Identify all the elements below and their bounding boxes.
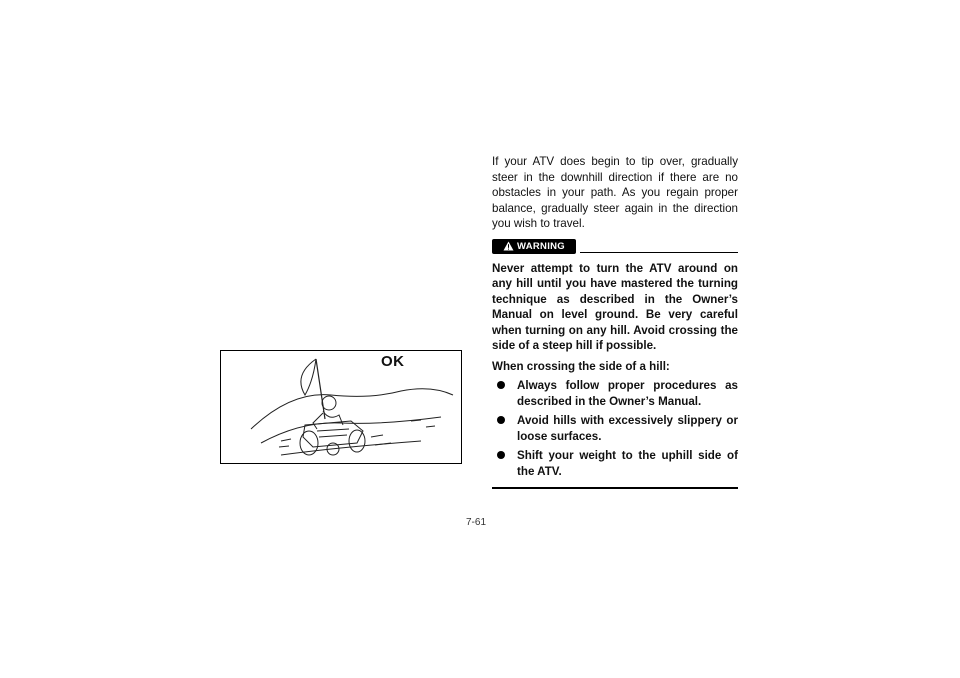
list-item (492, 378, 738, 409)
list-item-text: Shift your weight to the uphill side of the ATV. (517, 449, 738, 478)
list-item (492, 448, 738, 479)
list-item-text: Avoid hills with excessively slippery or loose surfaces. (517, 414, 738, 443)
warning-header (492, 239, 738, 255)
bullet-icon (497, 416, 505, 424)
warning-rule (580, 252, 738, 254)
list-item-text: Always follow proper procedures as described in the Owner’s Manual. (517, 379, 738, 408)
atv-illustration (220, 350, 462, 464)
warning-badge (492, 239, 576, 254)
warning-end-rule (492, 487, 738, 489)
warning-text: Never attempt to turn the ATV around on any hill until you have mastered the turning technique as described in the Owner’s Manual on level ground. Be very careful when turning on any hill. Avoid crossing the side of a steep hill if possible. (492, 261, 738, 352)
list-item (492, 413, 738, 444)
bullet-icon (497, 451, 505, 459)
warning-bullet-list (492, 378, 738, 479)
bullet-icon (497, 381, 505, 389)
warning-lead: When crossing the side of a hill: (492, 359, 670, 373)
warning-triangle-icon (503, 241, 514, 251)
text-column (492, 154, 738, 489)
intro-paragraph: If your ATV does begin to tip over, gradually steer in the downhill direction if there are no obstacles in your path. As you regain proper balance, gradually steer again in the direction you wish to travel. (492, 155, 738, 230)
warning-badge-label: WARNING (516, 240, 565, 252)
ok-label: OK (381, 353, 405, 370)
atv-drawing (221, 351, 461, 463)
page-number: 7-61 (466, 517, 487, 528)
